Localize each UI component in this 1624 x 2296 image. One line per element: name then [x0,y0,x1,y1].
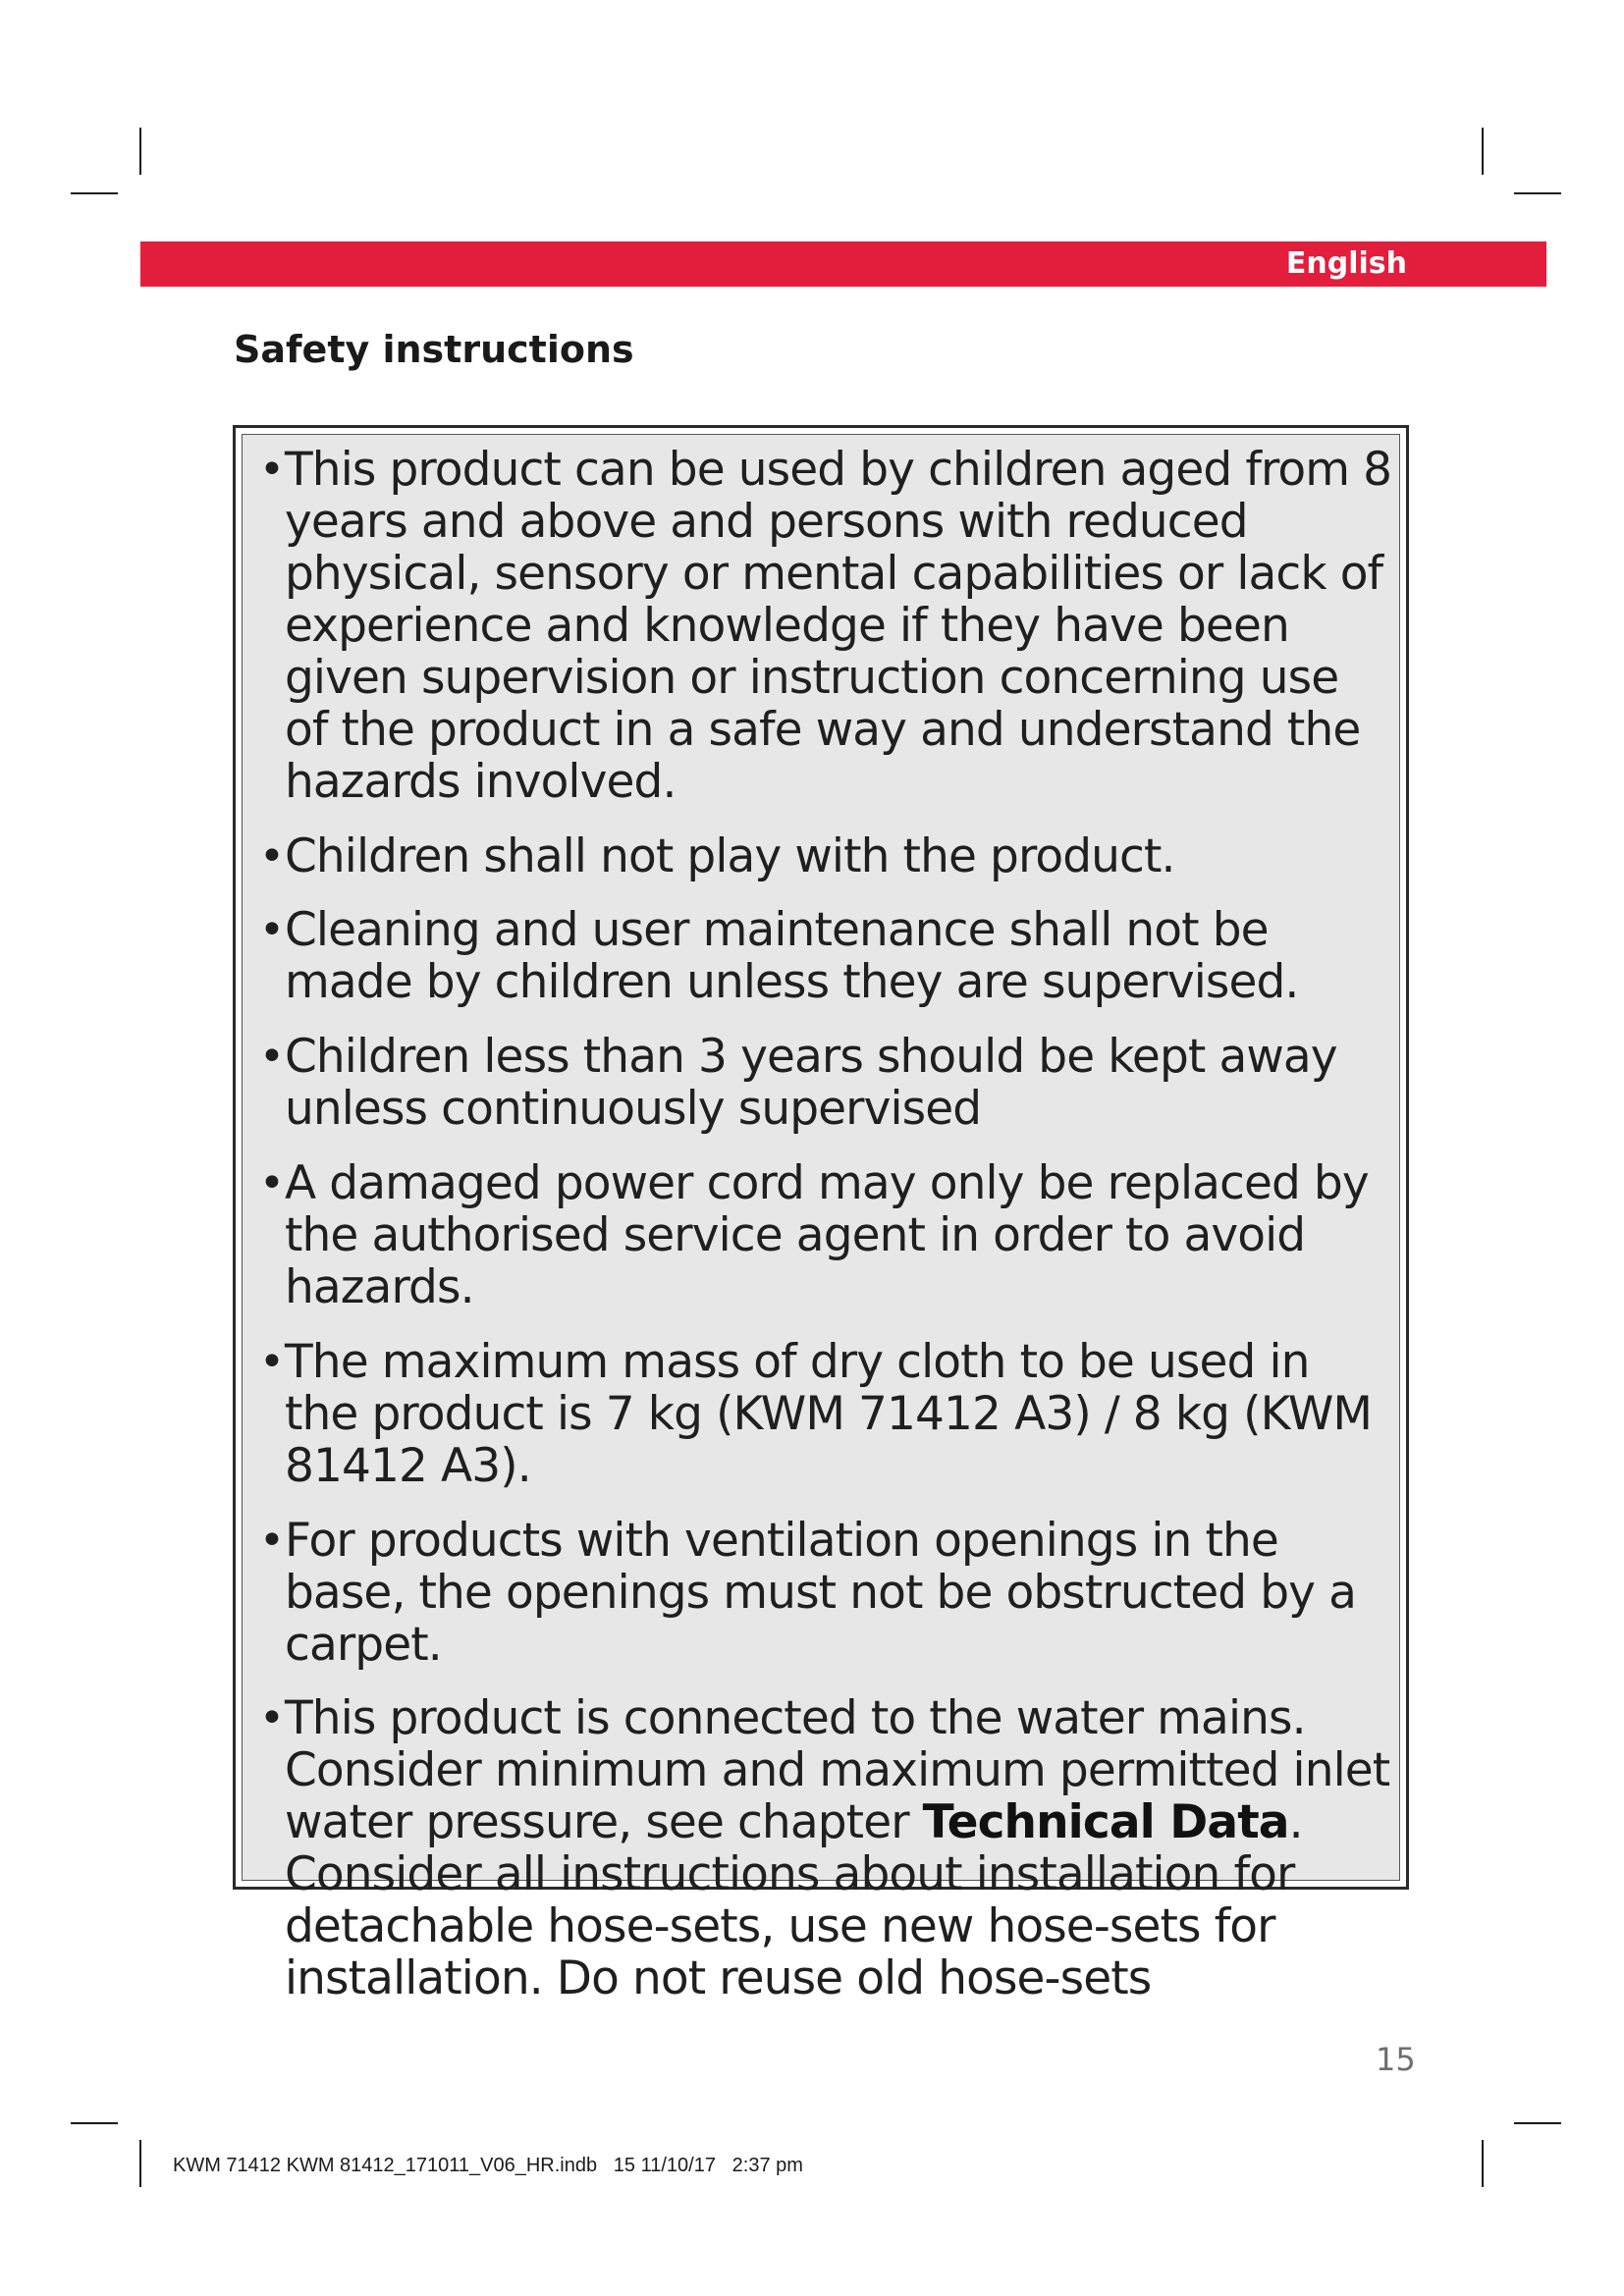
crop-mark [1482,2140,1484,2187]
crop-mark [139,2140,141,2187]
safety-item [243,1336,1399,1492]
safety-item-text: For products with ventilation openings in the base, the openings must not be obstructed by a carpet. [285,1514,1356,1672]
bullet-icon: • [259,905,285,955]
crop-mark [71,2122,118,2124]
safety-item [243,1515,1399,1671]
language-label: English [1285,246,1407,281]
bullet-icon: • [259,445,285,495]
print-file-info: KWM 71412 KWM 81412_171011_V06_HR.indb 15 [173,2155,636,2176]
print-info [173,2155,803,2177]
safety-item [243,1692,1399,2004]
safety-item-text: . Consider all instructions about installation for detachable hose-sets, use new hose-sets for installation. Do not reuse old hose-sets [285,1795,1303,2005]
bullet-icon: • [259,1516,285,1566]
bullet-icon: • [259,831,285,881]
crop-mark [139,128,141,175]
safety-item [243,1157,1399,1313]
technical-data-reference: Technical Data [922,1795,1289,1849]
safety-item [243,830,1399,882]
crop-mark [1514,2122,1561,2124]
section-title: Safety instructions [234,328,634,371]
crop-mark [71,192,118,194]
safety-list [243,435,1399,2004]
bullet-icon: • [259,1158,285,1208]
print-date: 11/10/17 2:37 pm [640,2155,803,2176]
safety-item-text: This product can be used by children aged from 8 years and above and persons with reduced physical, sensory or mental capabilities or lack of experience and knowledge if they have been given supervision or instruction concerning use of the product in a safe way and understand the hazards involved. [285,443,1392,809]
safety-item-text: A damaged power cord may only be replaced by the authorised service agent in order to avoid hazards. [285,1156,1369,1314]
bullet-icon: • [259,1032,285,1082]
page-number: 15 [1376,2041,1416,2078]
safety-item-text: The maximum mass of dry cloth to be used in the product is 7 kg (KWM 71412 A3) / 8 kg (KWM 81412 A3). [285,1335,1373,1493]
safety-box-inner [242,434,1400,2005]
safety-item [243,904,1399,1008]
safety-item-text: Cleaning and user maintenance shall not be made by children unless they are supervised. [285,903,1299,1009]
safety-item-text: Children less than 3 years should be kept away unless continuously supervised [285,1030,1337,1136]
bullet-icon: • [259,1693,285,1743]
bullet-icon: • [259,1337,285,1387]
safety-item-text: This product is connected to the water mains. Consider minimum and maximum permitted inlet water pressure, see chapter [285,1691,1390,1849]
safety-item [243,1031,1399,1135]
safety-item [243,444,1399,808]
safety-box [233,425,1409,2005]
safety-item-text: Children shall not play with the product. [285,829,1175,883]
crop-mark [1514,192,1561,194]
language-bar [140,241,1546,287]
crop-mark [1482,128,1484,175]
